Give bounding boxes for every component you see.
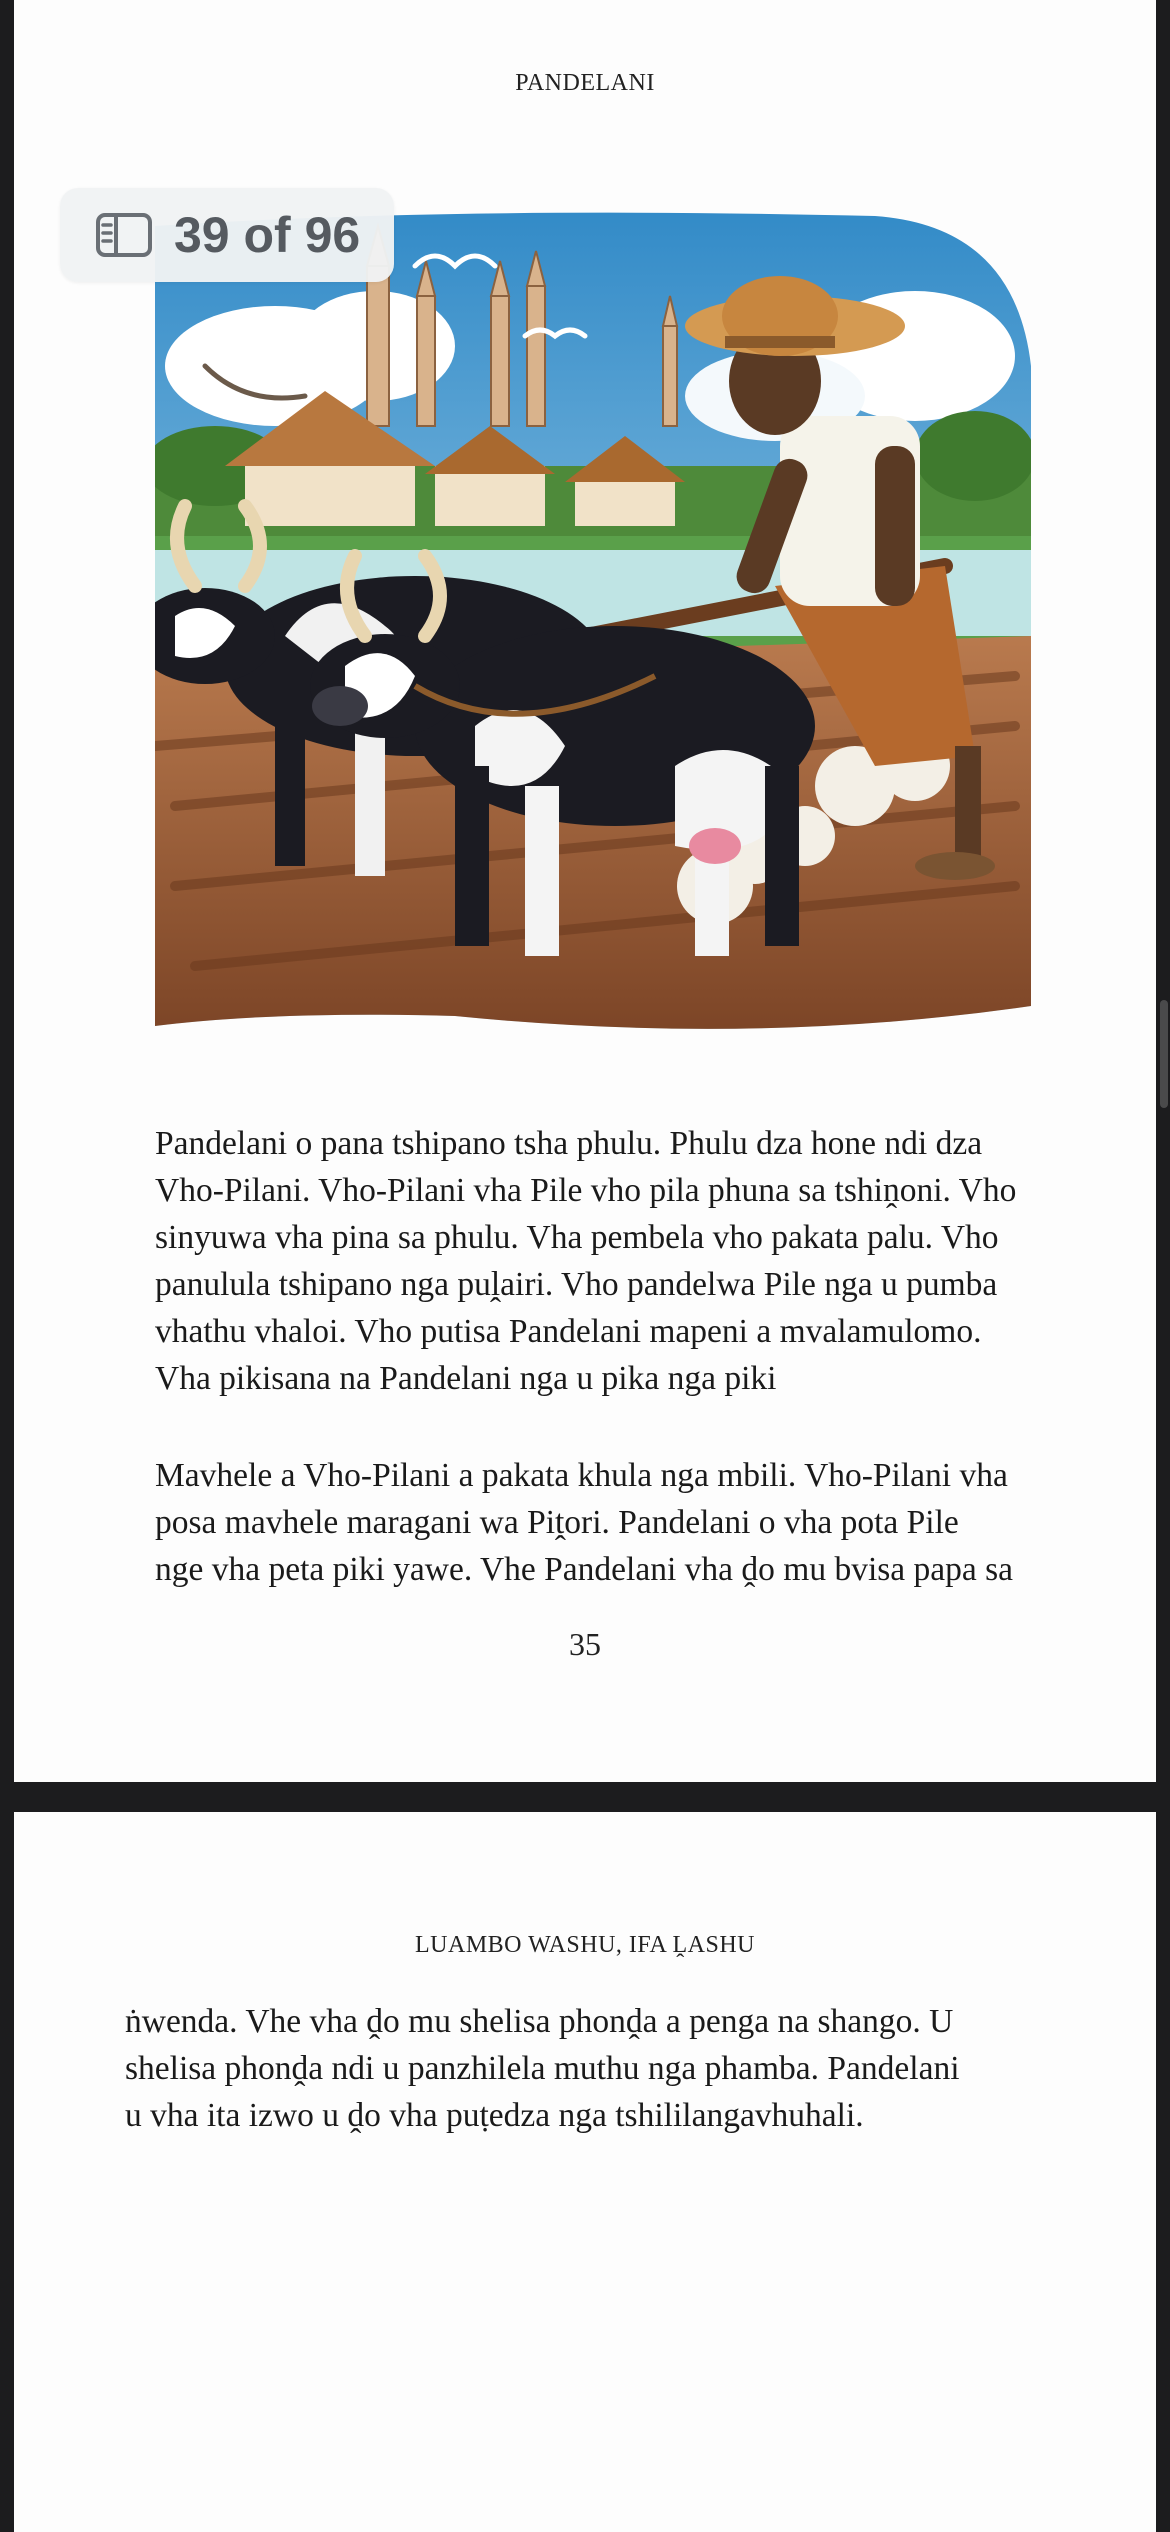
book-page[interactable]	[14, 1812, 1156, 2532]
text-line: Pandelani o pana tshipano tsha phulu. Phulu dza hone ndi dza	[155, 1125, 983, 1162]
scroll-indicator[interactable]	[1160, 1000, 1168, 1108]
book-page[interactable]	[14, 0, 1156, 1782]
running-header: PANDELANI	[515, 70, 655, 96]
page-number: 35	[569, 1626, 601, 1662]
text-line: sinyuwa vha pina sa phulu. Vha pembela vho pakata palu. Vho	[155, 1219, 999, 1256]
text-line: nge vha peta piki yawe. Vhe Pandelani vha ḓo mu bvisa papa sa	[155, 1551, 1014, 1588]
text-line: panulula tshipano nga puḽairi. Vho pandelwa Pile nga u pumba	[155, 1266, 998, 1303]
text-line: shelisa phonḓa ndi u panzhilela muthu nga phamba. Pandelani	[125, 2050, 960, 2087]
text-line: posa mavhele maragani wa Piṱori. Pandelani o vha pota Pile	[155, 1504, 959, 1541]
body-paragraph	[155, 1452, 1031, 1593]
farmer-plowing-illustration	[155, 166, 1031, 1046]
text-line: u vha ita izwo u ḓo vha puṭedza nga tshililangavhuhali.	[125, 2097, 864, 2134]
sidebar-icon	[96, 213, 152, 257]
text-line: Vho-Pilani. Vho-Pilani vha Pile vho pila phuna sa tshiṋoni. Vho	[155, 1172, 1017, 1209]
body-paragraph	[155, 1120, 1031, 1402]
body-paragraph	[125, 1998, 1025, 2139]
running-header: LUAMBO WASHU, IFA ḼASHU	[415, 1932, 755, 1958]
text-line: ṅwenda. Vhe vha ḓo mu shelisa phonḓa a penga na shango. U	[125, 2003, 954, 2040]
text-line: vhathu vhaloi. Vho putisa Pandelani mapeni a mvalamulomo.	[155, 1313, 982, 1350]
page-position-label: 39 of 96	[174, 207, 361, 263]
text-line: Vha pikisana na Pandelani nga u pika nga piki	[155, 1360, 777, 1397]
text-line: Mavhele a Vho-Pilani a pakata khula nga mbili. Vho-Pilani vha	[155, 1457, 1008, 1494]
page-position-button[interactable]	[60, 188, 394, 282]
